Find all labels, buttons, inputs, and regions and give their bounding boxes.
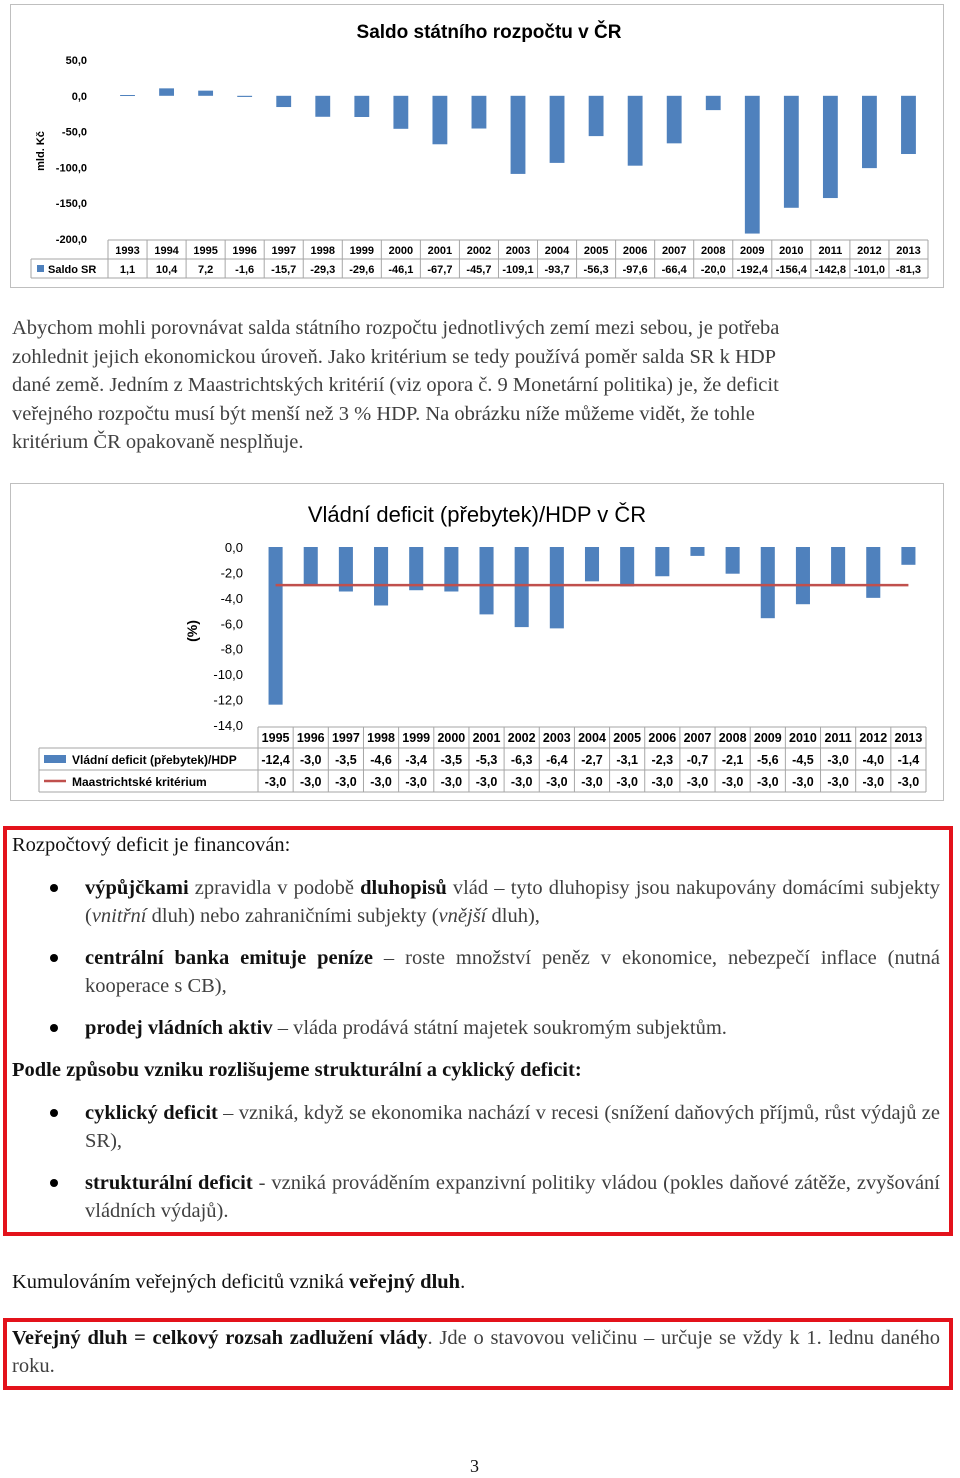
term-bold: dluhopisů [360,877,447,899]
bullet-icon [50,954,58,962]
x-tick-label: 1995 [261,731,290,745]
list-item: strukturální deficit - vzniká prováděním expanzivní politiky vládou (pokles daňové zátěže, zvyšování vládních výdajů). [12,1169,940,1225]
state-budget-balance-svg [11,5,943,287]
data-label: -3,0 [546,775,568,789]
bar [866,547,880,598]
bar [726,547,740,574]
bar [120,95,135,96]
list-item: cyklický deficit – vzniká, když se ekonomika nachází v recesi (snížení daňových příjmů, růst výdajů ze SR), [12,1099,940,1155]
x-tick-label: 1997 [271,245,296,257]
y-tick-label: -12,0 [213,692,243,708]
bar [354,96,369,117]
data-label: 10,4 [155,264,178,276]
data-label: -1,4 [897,753,920,767]
bar [831,547,845,585]
data-label: -3,1 [616,753,638,767]
data-label: -3,0 [510,775,533,789]
x-tick-label: 2009 [753,731,782,745]
financing-list [12,874,940,1042]
data-label: -29,3 [310,264,336,276]
data-label: -3,0 [405,775,427,789]
public-debt-sentence: Kumulováním veřejných deficitů vzniká veřejný dluh. [12,1271,466,1293]
x-tick-label: 2007 [661,245,687,257]
bar [585,547,599,581]
bar [690,547,704,556]
data-label: -93,7 [544,264,570,276]
data-label: -3,0 [264,775,287,789]
x-tick-label: 2008 [718,731,747,745]
y-tick-label: -150,0 [55,198,87,211]
data-label: -4,6 [370,753,392,767]
y-tick-label: -14,0 [213,718,243,733]
bar [315,96,330,117]
x-tick-label: 2003 [542,731,571,745]
data-label: -109,1 [502,264,534,276]
data-label: -3,4 [405,753,427,767]
chart-title: Saldo státního rozpočtu v ČR [356,22,622,43]
data-label: -97,6 [622,264,648,276]
x-tick-label: 2001 [472,731,501,745]
data-label: -2,1 [721,753,744,767]
data-label: -3,0 [686,775,709,789]
data-label: -66,4 [661,264,687,276]
data-label: -15,7 [271,264,297,276]
data-label: -2,7 [581,753,603,767]
deficit-to-gdp-chart [10,483,944,801]
bar [796,547,810,604]
data-label: -4,0 [862,753,885,767]
intro-line: kritérium ČR opakovaně nesplňuje. [12,431,304,453]
data-label: -6,4 [546,753,568,767]
x-tick-label: 1995 [193,245,218,257]
legend-label: Saldo SR [48,264,97,276]
bar [515,547,529,627]
x-tick-label: 2002 [507,731,536,745]
x-tick-label: 1993 [115,245,140,257]
x-tick-label: 2012 [857,245,882,257]
bar [784,96,799,208]
financing-heading: Rozpočtový deficit je financován: [12,834,291,856]
data-label: -81,3 [895,264,922,276]
bar [304,547,318,585]
data-label: -156,4 [775,264,807,276]
x-tick-label: 2011 [824,731,852,745]
intro-line: zohlednit jejich ekonomickou úroveň. Jako kritérium se tedy používá poměr salda SR k HDP [12,345,777,368]
x-tick-label: 1998 [367,731,395,745]
x-tick-label: 1996 [232,245,257,257]
term-bold: výpůjčkami [85,877,189,899]
bar [655,547,669,576]
data-label: -12,4 [261,753,290,767]
y-tick-label: -2,0 [220,565,243,581]
bar [198,91,213,96]
data-label: -5,3 [475,753,498,767]
data-label: -3,0 [827,753,849,767]
x-tick-label: 1999 [402,731,431,745]
legend-swatch [44,755,66,763]
bar [706,96,721,110]
data-label: -3,0 [335,775,357,789]
y-tick-label: -6,0 [220,616,243,632]
legend-label: Vládní deficit (přebytek)/HDP [72,753,237,767]
data-label: -5,6 [757,753,779,767]
bar [374,547,388,605]
bar [761,547,775,618]
x-tick-label: 1999 [349,245,375,257]
bar [620,547,634,586]
bullet-icon [50,884,58,892]
y-tick-label: -100,0 [55,162,87,175]
list-item: prodej vládních aktiv – vláda prodává státní majetek soukromým subjektům. [12,1014,940,1042]
data-label: -101,0 [853,264,886,276]
data-label: -142,8 [814,264,846,276]
data-label: -3,0 [862,775,885,789]
x-tick-label: 1997 [331,731,360,745]
bar [472,96,487,129]
bar [745,96,760,234]
data-label: -3,0 [616,775,638,789]
data-label: -3,0 [897,775,920,789]
list-item: výpůjčkami zpravidla v podobě dluhopisů vlád – tyto dluhopisy jsou nakupovány domácími subjekty (vnitřní dluh) nebo zahraničními subjekty (vnější dluh), [12,874,940,930]
y-axis-label: mld. Kč [35,131,47,171]
intro-line: Abychom mohli porovnávat salda státního rozpočtu jednotlivých zemí mezi sebou, je potřeba [12,317,780,339]
chart-title: Vládní deficit (přebytek)/HDP v ČR [307,502,647,527]
x-tick-label: 1994 [154,245,179,257]
x-tick-label: 2004 [578,731,606,745]
bar [823,96,838,198]
bar [432,96,447,144]
y-tick-label: -8,0 [220,641,243,657]
data-label: -3,0 [721,775,744,789]
bar [628,96,643,166]
x-tick-label: 2002 [466,245,492,257]
data-label: -4,5 [792,753,814,767]
x-tick-label: 2013 [894,731,923,745]
legend-swatch [37,265,44,272]
term-bold: prodej vládních aktiv [85,1017,273,1039]
x-tick-label: 2013 [896,245,921,257]
page-number: 3 [470,1456,479,1476]
x-tick-label: 1996 [296,731,325,745]
y-tick-label: -10,0 [213,667,243,683]
y-tick-label: -50,0 [61,126,87,139]
y-axis-label: (%) [184,620,200,642]
x-tick-label: 2006 [648,731,677,745]
list-item: centrální banka emituje peníze – roste množství peněz v ekonomice, nebezpečí inflace (nutná kooperace s CB), [12,944,940,1000]
data-label: -3,0 [651,775,674,789]
bar [901,96,916,154]
x-tick-label: 2003 [505,245,531,257]
bar [393,96,408,129]
intro-paragraph [12,314,942,457]
data-label: -6,3 [510,753,533,767]
state-budget-balance-chart [10,4,944,288]
data-label: 7,2 [197,264,214,276]
x-tick-label: 2010 [789,731,817,745]
bar [276,96,291,107]
bar [667,96,682,144]
data-label: -3,0 [299,753,322,767]
data-label: -3,0 [792,775,814,789]
types-list [12,1099,940,1225]
data-label: -20,0 [700,264,726,276]
bar [511,96,526,174]
bullet-icon [50,1024,58,1032]
public-debt-definition: Veřejný dluh = celkový rozsah zadlužení vlády. Jde o stavovou veličinu – určuje se vždy k 1. lednu daného roku. [12,1327,940,1377]
x-tick-label: 2007 [683,731,712,745]
deficit-to-gdp-svg [11,484,943,800]
x-tick-label: 2012 [859,731,888,745]
financing-section [12,831,940,1239]
y-tick-label: 0,0 [224,540,243,555]
x-tick-label: 2006 [622,245,648,257]
bar [550,96,565,163]
y-tick-label: -200,0 [55,234,87,246]
data-label: -2,3 [651,753,674,767]
x-tick-label: 2004 [544,245,570,257]
data-label: 1,1 [119,264,136,276]
data-label: -56,3 [583,264,609,276]
data-label: -3,0 [370,775,392,789]
bullet-icon [50,1179,58,1187]
y-tick-label: 50,0 [65,55,87,67]
data-label: -3,0 [827,775,849,789]
x-tick-label: 2005 [613,731,642,745]
term-bold: strukturální deficit [85,1172,253,1194]
types-heading: Podle způsobu vzniku rozlišujeme strukturální a cyklický deficit: [12,1059,582,1081]
data-label: -3,0 [757,775,779,789]
x-tick-label: 2008 [700,245,726,257]
bar [550,547,564,628]
bar [159,88,174,95]
x-tick-label: 2010 [779,245,804,257]
x-tick-label: 1998 [310,245,336,257]
x-tick-label: 2001 [427,245,453,257]
term-bold: centrální banka emituje peníze [85,947,373,969]
y-tick-label: 0,0 [71,90,87,103]
x-tick-label: 2011 [818,245,843,257]
bar [862,96,877,168]
bar [237,96,252,97]
intro-line: veřejného rozpočtu musí být menší než 3 % HDP. Na obrázku níže můžeme vidět, že tohle [12,402,755,425]
data-label: -1,6 [235,264,255,276]
bar [409,547,423,590]
data-label: -46,1 [388,264,414,276]
data-label: -3,0 [475,775,498,789]
x-tick-label: 2000 [388,245,414,257]
data-label: -3,0 [440,775,463,789]
data-label: -29,6 [349,264,375,276]
data-label: -3,5 [440,753,463,767]
data-label: -3,5 [335,753,357,767]
x-tick-label: 2005 [583,245,609,257]
data-label: -192,4 [736,264,768,276]
data-label: -67,7 [427,264,453,276]
bar [901,547,915,565]
bar [269,547,283,705]
legend-label: Maastrichtské kritérium [72,775,207,789]
x-tick-label: 2000 [437,731,466,745]
term-bold: cyklický deficit [85,1102,218,1124]
y-tick-label: -4,0 [220,590,243,606]
x-tick-label: 2009 [740,245,765,257]
bar [479,547,493,614]
bar [589,96,604,136]
data-label: -0,7 [686,753,709,767]
bullet-icon [50,1109,58,1117]
data-label: -45,7 [466,264,492,276]
data-label: -3,0 [299,775,322,789]
intro-line: dané země. Jedním z Maastrichtských kritérií (viz opora č. 9 Monetární politika) je, že deficit [12,374,779,396]
data-label: -3,0 [581,775,603,789]
